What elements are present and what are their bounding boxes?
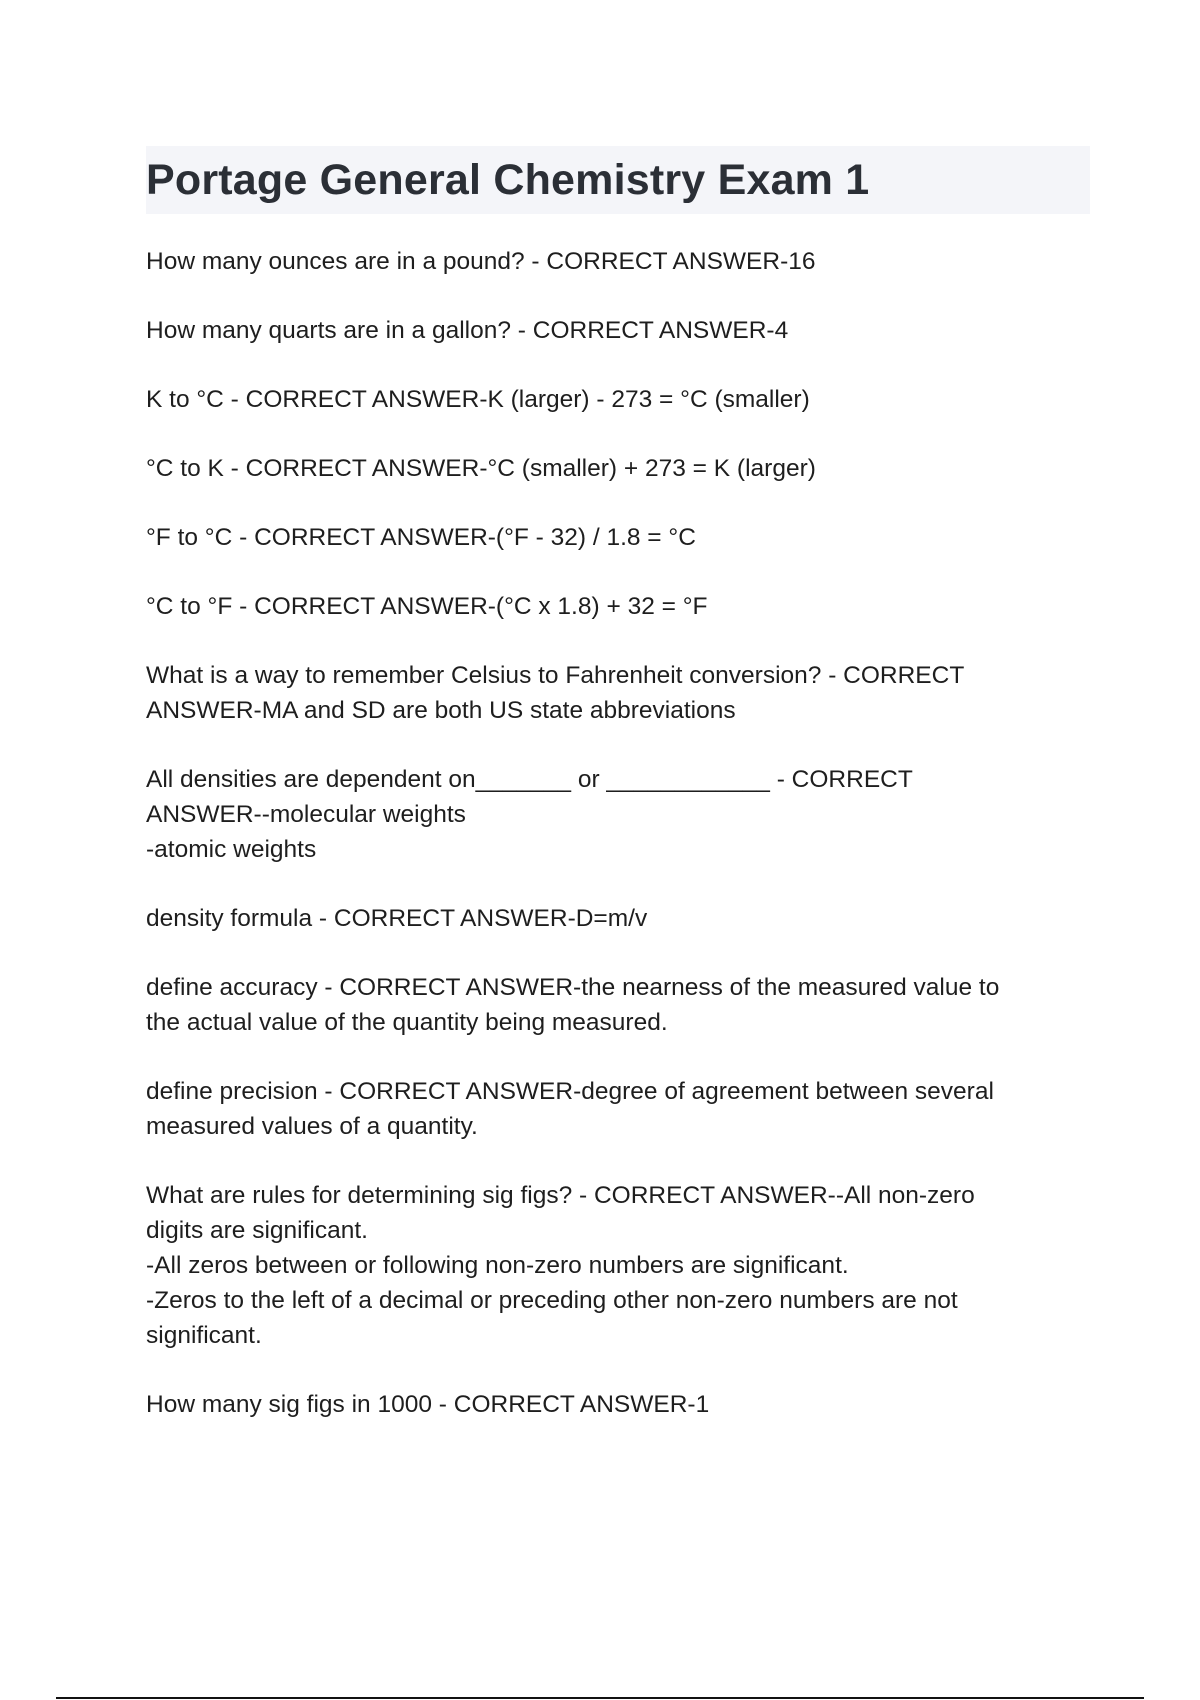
title-banner (146, 146, 1090, 214)
qa-entry-line: measured values of a quantity. (146, 1113, 478, 1140)
qa-entry-line: define precision - CORRECT ANSWER-degree of agreement between several (146, 1078, 994, 1105)
qa-entry-line: °C to °F - CORRECT ANSWER-(°C x 1.8) + 32 = °F (146, 593, 708, 620)
qa-entry (146, 589, 1076, 624)
qa-entry-line: ANSWER-MA and SD are both US state abbreviations (146, 697, 736, 724)
qa-entry-line: significant. (146, 1322, 262, 1349)
qa-entry-line: -Zeros to the left of a decimal or preceding other non-zero numbers are not (146, 1287, 958, 1314)
qa-entry-line: define accuracy - CORRECT ANSWER-the nearness of the measured value to (146, 974, 1000, 1001)
qa-entry (146, 1387, 1076, 1422)
qa-entry (146, 1074, 1076, 1144)
qa-entry-line: the actual value of the quantity being measured. (146, 1009, 668, 1036)
qa-entry-line: All densities are dependent on_______ or ____________ - CORRECT (146, 766, 913, 793)
qa-entry-line: What is a way to remember Celsius to Fahrenheit conversion? - CORRECT (146, 662, 965, 689)
page-title: Portage General Chemistry Exam 1 (146, 156, 870, 204)
qa-list (146, 244, 1076, 1456)
qa-entry (146, 1178, 1076, 1353)
qa-entry-line: density formula - CORRECT ANSWER-D=m/v (146, 905, 648, 932)
qa-entry-line: -atomic weights (146, 836, 317, 863)
qa-entry-line: K to °C - CORRECT ANSWER-K (larger) - 273 = °C (smaller) (146, 386, 810, 413)
footer-divider (56, 1697, 1144, 1699)
qa-entry-line: What are rules for determining sig figs? - CORRECT ANSWER--All non-zero (146, 1182, 975, 1209)
qa-entry-line: °C to K - CORRECT ANSWER-°C (smaller) + 273 = K (larger) (146, 455, 816, 482)
qa-entry-line: How many quarts are in a gallon? - CORRECT ANSWER-4 (146, 317, 789, 344)
qa-entry (146, 901, 1076, 936)
qa-entry (146, 313, 1076, 348)
qa-entry (146, 451, 1076, 486)
qa-entry (146, 382, 1076, 417)
qa-entry-line: digits are significant. (146, 1217, 368, 1244)
qa-entry-line: How many sig figs in 1000 - CORRECT ANSWER-1 (146, 1391, 710, 1418)
qa-entry (146, 520, 1076, 555)
qa-entry (146, 244, 1076, 279)
qa-entry (146, 970, 1076, 1040)
qa-entry-line: -All zeros between or following non-zero numbers are significant. (146, 1252, 849, 1279)
qa-entry-line: °F to °C - CORRECT ANSWER-(°F - 32) / 1.8 = °C (146, 524, 696, 551)
qa-entry (146, 658, 1076, 728)
qa-entry-line: ANSWER--molecular weights (146, 801, 466, 828)
qa-entry (146, 762, 1076, 867)
qa-entry-line: How many ounces are in a pound? - CORRECT ANSWER-16 (146, 248, 816, 275)
